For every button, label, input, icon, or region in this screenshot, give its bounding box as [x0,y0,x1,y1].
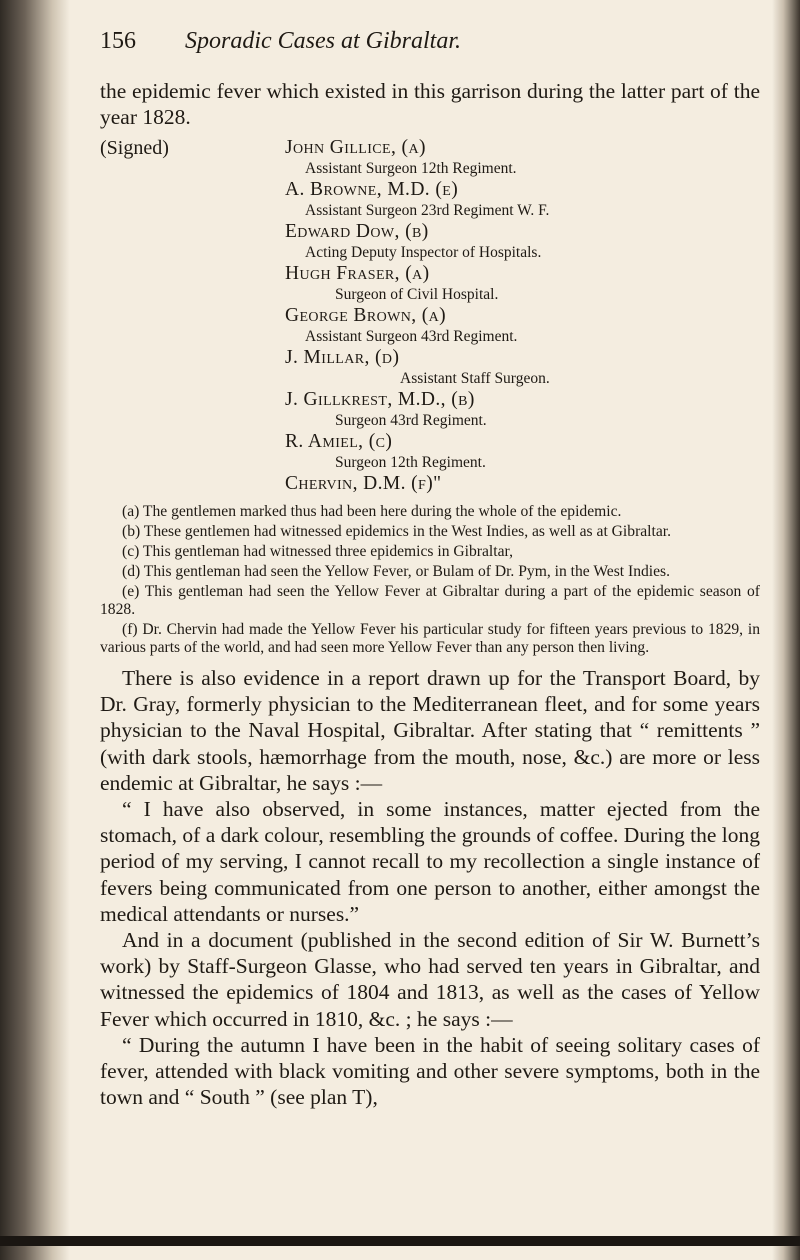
signatory-name: A. Browne, M.D. (e) [285,179,459,200]
paragraph: “ I have also observed, in some instances, matter ejected from the stomach, of a dark colour, resembling the grounds of coffee. During the long period of my serving, I cannot recall to my recollection a single instance of fevers being communicated from one person to another, either amongst the medical attendants or nurses.” [100,797,760,926]
signatory-role: Acting Deputy Inspector of Hospitals. [305,244,542,261]
footnote: (c) This gentleman had witnessed three epidemics in Gibraltar, [122,543,513,560]
footnotes [100,503,760,657]
intro-text: the epidemic fever which existed in this garrison during the latter part of the year 1828. [100,79,760,129]
bottom-border [0,1236,800,1246]
running-title: Sporadic Cases at Gibraltar. [185,28,462,54]
page-gutter-shadow [0,0,70,1260]
page-header [100,28,760,68]
signatory-role: Assistant Staff Surgeon. [400,370,550,387]
footnote: (b) These gentlemen had witnessed epidemics in the West Indies, as well as at Gibraltar. [122,523,671,540]
signatory-name: Chervin, D.M. (f)" [285,473,442,494]
page-number: 156 [100,28,136,54]
signatory-name: Edward Dow, (b) [285,221,429,242]
signatory-role: Assistant Surgeon 23rd Regiment W. F. [305,202,550,219]
main-text [100,665,760,1110]
signatory-name: George Brown, (a) [285,305,447,326]
signatory-role: Surgeon of Civil Hospital. [335,286,499,303]
footnote: (f) Dr. Chervin had made the Yellow Fever his particular study for fifteen years previous to 1829, in various parts of the world, and had seen more Yellow Fever than any person then living. [100,621,760,656]
signatory-role: Surgeon 43rd Regiment. [335,412,487,429]
paragraph: There is also evidence in a report drawn up for the Transport Board, by Dr. Gray, formerly physician to the Mediterranean fleet, and for some years physician to the Naval Hospital, Gibraltar. After stating that “ remittents ” (with dark stools, hæmorrhage from the mouth, nose, &c.) are more or less endemic at Gibraltar, he says :— [100,666,760,795]
signatory-name: R. Amiel, (c) [285,431,393,452]
signatory-role: Assistant Surgeon 12th Regiment. [305,160,517,177]
signatory-name: Hugh Fraser, (a) [285,263,430,284]
paragraph: “ During the autumn I have been in the habit of seeing solitary cases of fever, attended with black vomiting and other severe symptoms, both in the town and “ South ” (see plan T), [100,1032,760,1110]
signed-label: (Signed) [100,137,169,159]
footnote: (d) This gentleman had seen the Yellow Fever, or Bulam of Dr. Pym, in the West Indies. [122,563,671,580]
page-edge-shadow [772,0,800,1260]
signatory-name: J. Millar, (d) [285,347,400,368]
signatures-block [100,136,760,495]
footnote: (a) The gentlemen marked thus had been here during the whole of the epidemic. [122,503,622,520]
paragraph: And in a document (published in the second edition of Sir W. Burnett’s work) by Staff-Surgeon Glasse, who had served ten years in Gibraltar, and witnessed the epidemics of 1804 and 1813, as well as the cases of Yellow Fever which occurred in 1810, &c. ; he says :— [100,928,760,1031]
footnote: (e) This gentleman had seen the Yellow Fever at Gibraltar during a part of the epidemic season of 1828. [100,583,760,618]
signatory-role: Assistant Surgeon 43rd Regiment. [305,328,518,345]
signatory-name: J. Gillkrest, M.D., (b) [285,389,475,410]
signature-row-0 [100,136,760,178]
book-page [100,28,760,1110]
signatory-name: John Gillice, (a) [285,137,426,158]
signatory-role: Surgeon 12th Regiment. [335,454,486,471]
